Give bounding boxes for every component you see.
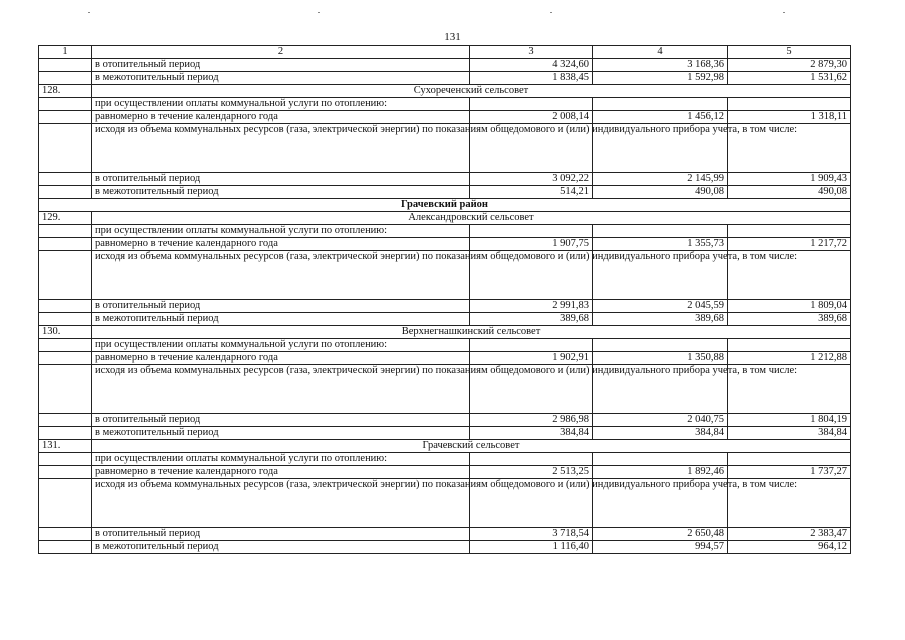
- value-cell: 3 168,36: [593, 59, 728, 72]
- value-cell: 2 650,48: [593, 528, 728, 541]
- table-row: [39, 212, 851, 225]
- value-cell: 490,08: [593, 186, 728, 199]
- row-number: [39, 339, 92, 352]
- settlement-title: Верхнегнашкинский сельсовет: [92, 326, 851, 339]
- value-cell: 1 592,98: [593, 72, 728, 85]
- row-label: при осуществлении оплаты коммунальной услуги по отоплению:: [92, 453, 470, 466]
- speck: [88, 12, 90, 13]
- value-cell: 384,84: [593, 427, 728, 440]
- table-row: [39, 365, 851, 414]
- value-cell: 384,84: [728, 427, 851, 440]
- table-row: [39, 59, 851, 72]
- value-cell: 1 909,43: [728, 173, 851, 186]
- column-header: 1: [39, 46, 92, 59]
- row-label: в межотопительный период: [92, 427, 470, 440]
- table-row: [39, 124, 851, 173]
- table-row: [39, 111, 851, 124]
- table-row: [39, 300, 851, 313]
- speck: [550, 12, 552, 13]
- table-row: [39, 541, 851, 554]
- row-number: [39, 313, 92, 326]
- value-cell: 994,57: [593, 541, 728, 554]
- table-row: [39, 453, 851, 466]
- value-cell: 1 350,88: [593, 352, 728, 365]
- row-number: [39, 466, 92, 479]
- speck: [318, 12, 320, 13]
- value-cell: 490,08: [728, 186, 851, 199]
- row-label: в межотопительный период: [92, 72, 470, 85]
- table-row: [39, 98, 851, 111]
- value-cell: 389,68: [728, 313, 851, 326]
- value-cell: 1 318,11: [728, 111, 851, 124]
- value-cell: 1 804,19: [728, 414, 851, 427]
- table-row: [39, 440, 851, 453]
- scan-specks: [0, 12, 905, 18]
- row-number: 130.: [39, 326, 92, 339]
- value-cell: 2 383,47: [728, 528, 851, 541]
- speck: [783, 12, 785, 13]
- row-label: равномерно в течение календарного года: [92, 238, 470, 251]
- row-label: исходя из объема коммунальных ресурсов (газа, электрической энергии) по показаниям общедомового и (или) индивидуального прибора учета, в том числе:: [92, 479, 470, 528]
- value-cell: 1 531,62: [728, 72, 851, 85]
- column-header: 5: [728, 46, 851, 59]
- column-header: 4: [593, 46, 728, 59]
- value-cell: 1 212,88: [728, 352, 851, 365]
- row-label: равномерно в течение календарного года: [92, 111, 470, 124]
- value-cell: 389,68: [593, 313, 728, 326]
- value-cell: 2 040,75: [593, 414, 728, 427]
- table-row: [39, 225, 851, 238]
- column-header: 3: [470, 46, 593, 59]
- table-row: [39, 199, 851, 212]
- value-cell: 4 324,60: [470, 59, 593, 72]
- row-label: исходя из объема коммунальных ресурсов (газа, электрической энергии) по показаниям общедомового и (или) индивидуального прибора учета, в том числе:: [92, 365, 470, 414]
- row-label: в отопительный период: [92, 414, 470, 427]
- row-number: [39, 59, 92, 72]
- value-cell: 1 838,45: [470, 72, 593, 85]
- value-cell: 1 902,91: [470, 352, 593, 365]
- table-row: [39, 427, 851, 440]
- row-number: [39, 427, 92, 440]
- row-label: в отопительный период: [92, 173, 470, 186]
- value-cell: 3 718,54: [470, 528, 593, 541]
- table-row: [39, 414, 851, 427]
- table-row: [39, 339, 851, 352]
- value-cell: [470, 453, 593, 466]
- value-cell: 2 008,14: [470, 111, 593, 124]
- row-number: [39, 225, 92, 238]
- table-row: [39, 466, 851, 479]
- value-cell: [593, 225, 728, 238]
- value-cell: 2 045,59: [593, 300, 728, 313]
- value-cell: [728, 98, 851, 111]
- value-cell: 2 145,99: [593, 173, 728, 186]
- settlement-title: Александровский сельсовет: [92, 212, 851, 225]
- value-cell: 964,12: [728, 541, 851, 554]
- value-cell: 2 513,25: [470, 466, 593, 479]
- value-cell: [593, 339, 728, 352]
- row-label: при осуществлении оплаты коммунальной услуги по отоплению:: [92, 339, 470, 352]
- settlement-title: Сухореченский сельсовет: [92, 85, 851, 98]
- row-number: 131.: [39, 440, 92, 453]
- row-number: [39, 72, 92, 85]
- row-label: исходя из объема коммунальных ресурсов (газа, электрической энергии) по показаниям общедомового и (или) индивидуального прибора учета, в том числе:: [92, 124, 470, 173]
- row-number: [39, 414, 92, 427]
- district-heading: Грачевский район: [39, 199, 851, 212]
- row-label: равномерно в течение календарного года: [92, 466, 470, 479]
- row-number: [39, 251, 92, 300]
- table-row: [39, 173, 851, 186]
- value-cell: [593, 98, 728, 111]
- value-cell: 2 991,83: [470, 300, 593, 313]
- table-header-row: [39, 46, 851, 59]
- value-cell: 1 456,12: [593, 111, 728, 124]
- row-label: в межотопительный период: [92, 313, 470, 326]
- table-row: [39, 479, 851, 528]
- value-cell: 1 809,04: [728, 300, 851, 313]
- row-number: [39, 173, 92, 186]
- row-number: [39, 479, 92, 528]
- table-row: [39, 238, 851, 251]
- value-cell: 1 217,72: [728, 238, 851, 251]
- value-cell: 514,21: [470, 186, 593, 199]
- value-cell: [470, 225, 593, 238]
- table-row: [39, 251, 851, 300]
- value-cell: 1 116,40: [470, 541, 593, 554]
- value-cell: 1 737,27: [728, 466, 851, 479]
- value-cell: 2 879,30: [728, 59, 851, 72]
- table-row: [39, 352, 851, 365]
- value-cell: [470, 339, 593, 352]
- table-row: [39, 72, 851, 85]
- value-cell: 389,68: [470, 313, 593, 326]
- row-label: в отопительный период: [92, 59, 470, 72]
- row-number: [39, 352, 92, 365]
- row-number: 129.: [39, 212, 92, 225]
- row-label: при осуществлении оплаты коммунальной услуги по отоплению:: [92, 225, 470, 238]
- value-cell: 384,84: [470, 427, 593, 440]
- row-number: [39, 453, 92, 466]
- row-number: [39, 365, 92, 414]
- tariff-table: [38, 45, 851, 554]
- row-label: равномерно в течение календарного года: [92, 352, 470, 365]
- row-number: [39, 238, 92, 251]
- value-cell: 1 892,46: [593, 466, 728, 479]
- row-number: [39, 98, 92, 111]
- column-header: 2: [92, 46, 470, 59]
- row-number: [39, 528, 92, 541]
- row-label: при осуществлении оплаты коммунальной услуги по отоплению:: [92, 98, 470, 111]
- value-cell: 3 092,22: [470, 173, 593, 186]
- row-label: в межотопительный период: [92, 541, 470, 554]
- row-number: [39, 541, 92, 554]
- table-row: [39, 313, 851, 326]
- value-cell: [728, 225, 851, 238]
- settlement-title: Грачевский сельсовет: [92, 440, 851, 453]
- table-row: [39, 528, 851, 541]
- row-number: [39, 111, 92, 124]
- row-number: 128.: [39, 85, 92, 98]
- table-row: [39, 85, 851, 98]
- row-number: [39, 186, 92, 199]
- row-label: в отопительный период: [92, 528, 470, 541]
- page-number: 131: [444, 31, 461, 43]
- row-label: в межотопительный период: [92, 186, 470, 199]
- row-number: [39, 124, 92, 173]
- value-cell: [593, 453, 728, 466]
- value-cell: [470, 98, 593, 111]
- value-cell: 2 986,98: [470, 414, 593, 427]
- value-cell: [728, 339, 851, 352]
- value-cell: [728, 453, 851, 466]
- row-label: в отопительный период: [92, 300, 470, 313]
- value-cell: 1 907,75: [470, 238, 593, 251]
- row-number: [39, 300, 92, 313]
- row-label: исходя из объема коммунальных ресурсов (газа, электрической энергии) по показаниям общедомового и (или) индивидуального прибора учета, в том числе:: [92, 251, 470, 300]
- table-row: [39, 326, 851, 339]
- value-cell: 1 355,73: [593, 238, 728, 251]
- table-row: [39, 186, 851, 199]
